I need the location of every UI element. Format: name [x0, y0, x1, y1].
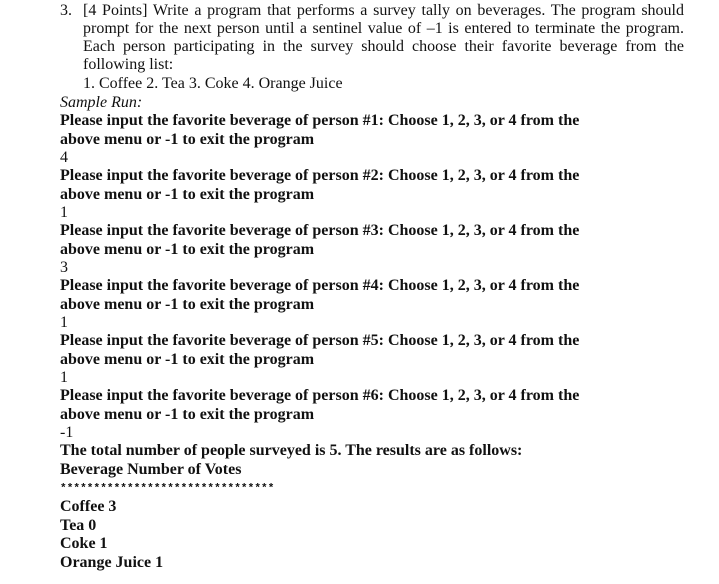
result-row: Tea 0 — [60, 516, 97, 534]
problem-number: 3. — [60, 2, 72, 19]
results-header: Beverage Number of Votes — [60, 460, 242, 478]
problem-line: [4 Points] Write a program that performs a survey tally on beverages. The program should — [83, 2, 684, 19]
problem-line: following list: — [83, 56, 174, 73]
result-row: Orange Juice 1 — [60, 553, 164, 571]
result-row: Coffee 3 — [60, 498, 117, 515]
user-input: 1 — [60, 314, 68, 331]
run-entry — [60, 387, 620, 442]
sample-run-label: Sample Run: — [60, 94, 143, 111]
user-input: -1 — [60, 424, 74, 441]
run-entry — [60, 167, 620, 222]
user-input: 1 — [60, 204, 68, 221]
prompt-line: Please input the favorite beverage of person #4: Choose 1, 2, 3, or 4 from the — [60, 277, 580, 294]
run-entry — [60, 222, 620, 277]
run-entry — [60, 277, 620, 332]
result-row: Coke 1 — [60, 535, 108, 552]
problem-description — [83, 2, 684, 74]
results-list — [60, 498, 620, 572]
prompt-line: above menu or -1 to exit the program — [60, 185, 315, 203]
user-input: 3 — [60, 259, 68, 276]
separator-line: ******************************** — [60, 483, 275, 495]
beverage-menu: 1. Coffee 2. Tea 3. Coke 4. Orange Juice — [83, 75, 343, 92]
run-entry — [60, 332, 620, 387]
prompt-line: above menu or -1 to exit the program — [60, 405, 315, 423]
run-entry — [60, 112, 620, 167]
user-input: 4 — [60, 149, 68, 166]
sample-run — [60, 93, 620, 572]
summary-line: The total number of people surveyed is 5. The results are as follows: — [60, 442, 523, 459]
prompt-line: Please input the favorite beverage of person #1: Choose 1, 2, 3, or 4 from the — [60, 112, 580, 129]
prompt-line: above menu or -1 to exit the program — [60, 295, 315, 313]
prompt-line: Please input the favorite beverage of person #5: Choose 1, 2, 3, or 4 from the — [60, 332, 580, 349]
prompt-line: Please input the favorite beverage of person #6: Choose 1, 2, 3, or 4 from the — [60, 387, 580, 404]
problem-statement — [60, 2, 684, 93]
prompt-line: above menu or -1 to exit the program — [60, 130, 315, 148]
prompt-line: above menu or -1 to exit the program — [60, 240, 315, 258]
prompt-line: above menu or -1 to exit the program — [60, 350, 315, 368]
prompt-line: Please input the favorite beverage of person #3: Choose 1, 2, 3, or 4 from the — [60, 222, 580, 239]
problem-line: prompt for the next person until a sentinel value of –1 is entered to terminate the program. — [83, 20, 684, 37]
problem-line: Each person participating in the survey should choose their favorite beverage from the — [83, 38, 684, 55]
prompt-line: Please input the favorite beverage of person #2: Choose 1, 2, 3, or 4 from the — [60, 167, 580, 184]
user-input: 1 — [60, 369, 68, 386]
